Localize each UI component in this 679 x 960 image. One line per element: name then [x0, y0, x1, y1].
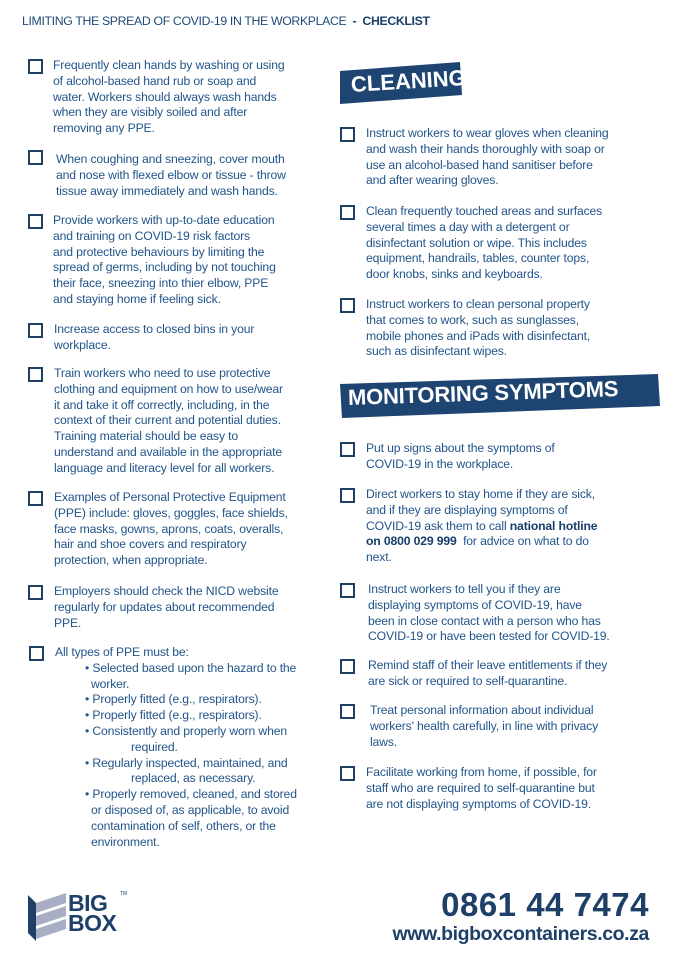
checklist-item — [28, 58, 285, 137]
checklist-item — [340, 126, 609, 189]
checklist-item — [340, 658, 607, 690]
checkbox[interactable] — [340, 704, 355, 719]
checklist-item — [340, 703, 598, 750]
checklist-item — [28, 322, 254, 354]
phone-number: 0861 44 7474 — [441, 886, 649, 923]
checkbox[interactable] — [28, 491, 43, 506]
trademark: TM — [120, 891, 128, 897]
checklist-item — [340, 765, 597, 812]
item-text: Employers should check the NICD website regularly for updates about recommended PPE. — [54, 584, 279, 630]
cleaning-heading: CLEANING — [350, 65, 467, 97]
item-text: Provide workers with up-to-date education and training on COVID-19 risk factors and protective behaviours by limiting the spread of germs, including by not touching their face, sneezing into thier elbow, PPE and staying home if feeling sick. — [53, 213, 276, 306]
cleaning-heading-banner — [340, 62, 467, 104]
item-text: Treat personal information about individual workers' health carefully, in line with privacy laws. — [370, 703, 599, 749]
item-text: Direct workers to stay home if they are sick, and if they are displaying symptoms of COVID-19 ask them to call national hotline on 0800 029 999 for advice on what to do next. — [366, 487, 598, 565]
item-text: Instruct workers to wear gloves when cleaning and wash their hands thoroughly with soap or use an alcohol-based hand sanitiser before and after wearing gloves. — [366, 126, 609, 188]
checkbox[interactable] — [28, 585, 43, 600]
checkbox[interactable] — [28, 367, 43, 382]
checklist-item — [28, 490, 288, 569]
checkbox[interactable] — [340, 488, 355, 503]
monitoring-heading-banner — [340, 374, 660, 418]
item-text: Clean frequently touched areas and surfaces several times a day with a detergent or disinfectant solution or wipe. This includes equipment, handrails, tables, counter tops, door knobs, sinks and keyboards. — [366, 204, 603, 282]
bigbox-logo-icon — [28, 893, 68, 946]
checkbox[interactable] — [340, 127, 355, 142]
checklist-item-hotline — [340, 487, 597, 566]
item-text: Instruct workers to tell you if they are displaying symptoms of COVID-19, have been in close contact with a person who has COVID-19 or have been tested for COVID-19. — [368, 582, 610, 644]
monitoring-heading: MONITORING SYMPTOMS — [347, 376, 619, 410]
page-title — [22, 14, 430, 28]
checkbox[interactable] — [29, 646, 44, 661]
ppe-bullet: • Properly removed, cleaned, and stored or disposed of, as applicable, to avoid contamination of self, others, or the environment. — [85, 787, 297, 849]
item-text: Examples of Personal Protective Equipment (PPE) include: gloves, goggles, face shields, face masks, gowns, aprons, coats, overalls, hair and shoe covers and respiratory protection, when appropriate. — [54, 490, 288, 568]
hotline-label: national hotline — [509, 518, 598, 533]
item-text: Train workers who need to use protective clothing and equipment on how to use/wear it and take it off correctly, including, in the context of their current and potential duties. Training material should be easy to understand and available in the appropriate language and literacy level for all workers. — [54, 366, 283, 475]
checkbox[interactable] — [340, 442, 355, 457]
title-text: LIMITING THE SPREAD OF COVID-19 IN THE WORKPLACE — [22, 14, 347, 28]
checkbox[interactable] — [340, 205, 355, 220]
checklist-item — [28, 149, 286, 199]
ppe-bullet: • Properly fitted (e.g., respirators). — [85, 708, 262, 723]
checkbox[interactable] — [28, 150, 43, 165]
checklist-item — [28, 366, 283, 477]
ppe-bullet: • Properly fitted (e.g., respirators). — [85, 692, 262, 707]
title-checklist: CHECKLIST — [362, 14, 430, 28]
checklist-item — [340, 204, 602, 283]
checkbox[interactable] — [28, 59, 43, 74]
item-text: Increase access to closed bins in your workplace. — [54, 322, 255, 352]
logo-wordmark: BIG BOX — [68, 890, 117, 936]
checklist-item — [340, 582, 610, 645]
checklist-item — [28, 213, 276, 308]
checkbox[interactable] — [340, 766, 355, 781]
item-text: Instruct workers to clean personal property that comes to work, such as sunglasses, mobile phones and iPads with disinfectant, such as disinfectant wipes. — [366, 297, 591, 359]
checklist-item — [28, 584, 278, 631]
checklist-item — [340, 441, 555, 473]
checkbox[interactable] — [340, 583, 355, 598]
checklist-item — [340, 297, 590, 360]
item-text: Remind staff of their leave entitlements if they are sick or required to self-quarantine. — [368, 658, 608, 688]
checkbox[interactable] — [28, 323, 43, 338]
ppe-bullet: • Consistently and properly worn when required. — [85, 723, 287, 754]
ppe-bullet: • Selected based upon the hazard to the worker. — [85, 660, 297, 691]
item-text: All types of PPE must be: • Selected based upon the hazard to the worker. • Properly fitted (e.g., respirators). • Properly fitted (e.g., respirators). • Consistently and properly worn when required. • Regularly inspected, maintained, and replaced, as necessary. • Properly removed, cleaned, and stored or disposed of, as applicable, to avoid contamination of self, others, or the environment. — [55, 645, 297, 849]
item-text: Put up signs about the symptoms of COVID-19 in the workplace. — [366, 441, 555, 471]
title-separator: - — [352, 14, 357, 28]
checkbox[interactable] — [340, 298, 355, 313]
item-text: When coughing and sneezing, cover mouth and nose with flexed elbow or tissue - throw tissue away immediately and wash hands. — [56, 152, 286, 198]
hotline-number: on 0800 029 999 — [366, 534, 457, 549]
checklist-item-ppe — [29, 645, 297, 850]
ppe-bullet: • Regularly inspected, maintained, and replaced, as necessary. — [85, 755, 288, 786]
item-text: Frequently clean hands by washing or using of alcohol-based hand rub or soap and water. Workers should always wash hands when they are visibly soiled and after removing any PPE. — [53, 58, 285, 136]
logo-chevron-icon — [28, 893, 68, 941]
checkbox[interactable] — [340, 659, 355, 674]
item-text: Facilitate working from home, if possible, for staff who are required to self-quarantine but are not displaying symptoms of COVID-19. — [366, 765, 597, 811]
website-link[interactable]: www.bigboxcontainers.co.za — [392, 923, 649, 945]
checkbox[interactable] — [28, 214, 43, 229]
